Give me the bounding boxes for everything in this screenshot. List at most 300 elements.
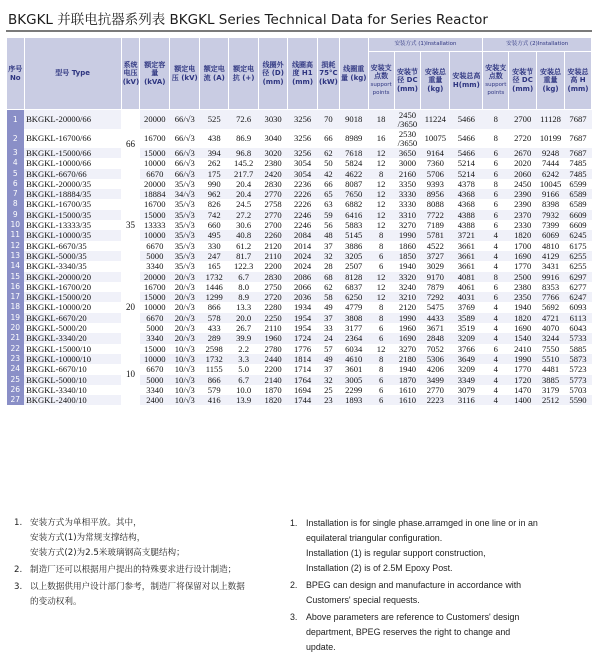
cell-type: BKGKL-6670/35 xyxy=(24,241,121,251)
cell-voltage: 35/√3 xyxy=(170,251,200,261)
cell-diameter: 2110 xyxy=(259,251,288,261)
note-item xyxy=(290,610,588,655)
cell-support-points-2: 4 xyxy=(483,323,509,333)
cell-capacity: 6670 xyxy=(140,313,170,323)
cell-capacity: 3340 xyxy=(140,261,170,271)
cell-coil-weight: 7618 xyxy=(339,148,368,158)
cell-total-weight-2: 7766 xyxy=(537,292,565,302)
cell-support-points-2: 6 xyxy=(483,220,509,230)
cell-height: 1814 xyxy=(288,354,318,364)
cell-no: 13 xyxy=(7,251,25,261)
cell-type: BKGKL-3340/10 xyxy=(24,385,121,395)
table-row xyxy=(7,282,592,292)
table-row xyxy=(7,129,592,148)
cell-pitch-dc-1: 3320 xyxy=(394,272,421,282)
header-installation-1: 安装方式 (1)Installation xyxy=(368,38,483,52)
cell-total-weight-1: 10075 xyxy=(421,129,450,148)
cell-support-points-2: 6 xyxy=(483,158,509,168)
cell-reactance: 27.2 xyxy=(229,210,259,220)
cell-pitch-dc-1: 1860 xyxy=(394,241,421,251)
cell-pitch-dc-2: 2390 xyxy=(509,189,537,199)
cell-capacity: 10000 xyxy=(140,354,170,364)
cell-support-points-1: 8 xyxy=(368,313,394,323)
cell-total-height-1: 3519 xyxy=(450,323,483,333)
system-voltage-group: 20 xyxy=(121,272,140,344)
table-row xyxy=(7,110,592,130)
notes-chinese xyxy=(14,516,276,612)
cell-type: BKGKL-5000/20 xyxy=(24,323,121,333)
cell-pitch-dc-2: 1820 xyxy=(509,230,537,240)
cell-reactance: 39.9 xyxy=(229,333,259,343)
cell-type: BKGKL-20000/66 xyxy=(24,110,121,130)
cell-diameter: 2700 xyxy=(259,220,288,230)
cell-support-points-1: 12 xyxy=(368,292,394,302)
cell-loss: 66 xyxy=(318,129,340,148)
note-line: 以上数据供用户设计部门参考，制造厂将保留对以上数据 xyxy=(30,582,245,592)
cell-type: BKGKL-5000/35 xyxy=(24,251,121,261)
cell-pitch-dc-1: 3310 xyxy=(394,210,421,220)
cell-loss: 49 xyxy=(318,354,340,364)
cell-current: 1732 xyxy=(200,272,229,282)
cell-total-height-2: 7485 xyxy=(565,169,592,179)
cell-total-height-2: 5773 xyxy=(565,375,592,385)
cell-type: BKGKL-10000/35 xyxy=(24,230,121,240)
cell-voltage: 20/√3 xyxy=(170,313,200,323)
cell-type: BKGKL-16700/66 xyxy=(24,129,121,148)
table-row xyxy=(7,251,592,261)
table-row xyxy=(7,313,592,323)
cell-voltage: 10/√3 xyxy=(170,344,200,354)
table-row xyxy=(7,385,592,395)
cell-type: BKGKL-3340/35 xyxy=(24,261,121,271)
cell-total-weight-2: 7444 xyxy=(537,158,565,168)
note-text xyxy=(30,563,236,578)
cell-type: BKGKL-10000/20 xyxy=(24,302,121,312)
cell-no: 11 xyxy=(7,230,25,240)
cell-coil-weight: 3601 xyxy=(339,364,368,374)
cell-total-weight-2: 3179 xyxy=(537,385,565,395)
cell-type: BKGKL-6670/10 xyxy=(24,364,121,374)
cell-total-weight-1: 8088 xyxy=(421,199,450,209)
cell-support-points-2: 6 xyxy=(483,199,509,209)
cell-capacity: 20000 xyxy=(140,272,170,282)
cell-current: 438 xyxy=(200,129,229,148)
cell-capacity: 16700 xyxy=(140,282,170,292)
cell-pitch-dc-2: 1690 xyxy=(509,251,537,261)
cell-pitch-dc-1: 3650 xyxy=(394,148,421,158)
cell-reactance: 122.3 xyxy=(229,261,259,271)
note-number: 2. xyxy=(290,580,298,590)
cell-height: 3256 xyxy=(288,148,318,158)
cell-support-points-2: 4 xyxy=(483,302,509,312)
cell-support-points-2: 6 xyxy=(483,292,509,302)
cell-pitch-dc-2: 1540 xyxy=(509,333,537,343)
cell-coil-weight: 3005 xyxy=(339,375,368,385)
cell-pitch-dc-2: 2450 xyxy=(509,179,537,189)
cell-type: BKGKL-18884/35 xyxy=(24,189,121,199)
cell-support-points-1: 16 xyxy=(368,129,394,148)
cell-total-height-2: 6297 xyxy=(565,272,592,282)
cell-total-weight-2: 9166 xyxy=(537,189,565,199)
cell-total-weight-1: 3499 xyxy=(421,375,450,385)
cell-support-points-2: 6 xyxy=(483,210,509,220)
cell-coil-weight: 3205 xyxy=(339,251,368,261)
cell-total-height-2: 6113 xyxy=(565,313,592,323)
table-row xyxy=(7,375,592,385)
cell-coil-weight: 2507 xyxy=(339,261,368,271)
cell-reactance: 13.3 xyxy=(229,302,259,312)
cell-support-points-1: 8 xyxy=(368,230,394,240)
header-total-weight-1: 安装总重量 (kg) xyxy=(421,52,450,110)
cell-height: 2086 xyxy=(288,272,318,282)
cell-diameter: 2280 xyxy=(259,302,288,312)
cell-no: 19 xyxy=(7,313,25,323)
table-row xyxy=(7,354,592,364)
cell-total-height-1: 3661 xyxy=(450,241,483,251)
note-line: 安装方式(1)为常规支撑结构， xyxy=(30,533,146,543)
cell-reactance: 6.7 xyxy=(229,375,259,385)
cell-support-points-1: 12 xyxy=(368,220,394,230)
cell-diameter: 3030 xyxy=(259,110,288,130)
table-row xyxy=(7,261,592,271)
cell-current: 330 xyxy=(200,241,229,251)
cell-current: 289 xyxy=(200,333,229,343)
cell-pitch-dc-1: 3350 xyxy=(394,179,421,189)
cell-total-weight-1: 8956 xyxy=(421,189,450,199)
cell-total-weight-2: 9916 xyxy=(537,272,565,282)
cell-total-height-2: 6255 xyxy=(565,261,592,271)
cell-diameter: 2420 xyxy=(259,169,288,179)
cell-no: 18 xyxy=(7,302,25,312)
note-number: 3. xyxy=(290,612,298,622)
cell-reactance: 5.0 xyxy=(229,364,259,374)
cell-height: 1954 xyxy=(288,313,318,323)
cell-pitch-dc-1: 2450 /3650 xyxy=(394,110,421,130)
cell-coil-weight: 7650 xyxy=(339,189,368,199)
cell-voltage: 34/√3 xyxy=(170,189,200,199)
cell-type: BKGKL-2400/10 xyxy=(24,395,121,405)
cell-diameter: 2380 xyxy=(259,158,288,168)
cell-pitch-dc-2: 1990 xyxy=(509,354,537,364)
cell-voltage: 20/√3 xyxy=(170,302,200,312)
cell-height: 2236 xyxy=(288,179,318,189)
cell-support-points-1: 12 xyxy=(368,210,394,220)
cell-total-weight-2: 10045 xyxy=(537,179,565,189)
cell-diameter: 2140 xyxy=(259,375,288,385)
cell-capacity: 6670 xyxy=(140,169,170,179)
cell-total-height-1: 3079 xyxy=(450,385,483,395)
cell-total-weight-1: 2223 xyxy=(421,395,450,405)
cell-coil-weight: 8128 xyxy=(339,272,368,282)
cell-total-weight-1: 9164 xyxy=(421,148,450,158)
header-coil-diameter: 线圈外径 (D) (mm) xyxy=(259,38,288,110)
cell-total-height-2: 6277 xyxy=(565,282,592,292)
cell-capacity: 5000 xyxy=(140,375,170,385)
table-row xyxy=(7,302,592,312)
cell-total-weight-1: 7722 xyxy=(421,210,450,220)
cell-capacity: 20000 xyxy=(140,110,170,130)
cell-no: 27 xyxy=(7,395,25,405)
cell-pitch-dc-1: 3240 xyxy=(394,282,421,292)
cell-support-points-1: 12 xyxy=(368,344,394,354)
cell-total-height-1: 4388 xyxy=(450,210,483,220)
cell-support-points-2: 4 xyxy=(483,251,509,261)
cell-total-height-1: 5466 xyxy=(450,148,483,158)
cell-no: 7 xyxy=(7,189,25,199)
cell-pitch-dc-1: 3270 xyxy=(394,344,421,354)
cell-voltage: 66/√3 xyxy=(170,169,200,179)
cell-total-weight-1: 7360 xyxy=(421,158,450,168)
cell-support-points-2: 4 xyxy=(483,364,509,374)
cell-total-height-1: 5466 xyxy=(450,110,483,130)
cell-total-weight-1: 4206 xyxy=(421,364,450,374)
cell-current: 394 xyxy=(200,148,229,158)
cell-total-weight-2: 6242 xyxy=(537,169,565,179)
spec-table xyxy=(6,37,592,405)
cell-pitch-dc-1: 3270 xyxy=(394,220,421,230)
cell-total-height-1: 4368 xyxy=(450,189,483,199)
cell-total-height-1: 5214 xyxy=(450,169,483,179)
cell-type: BKGKL-16700/20 xyxy=(24,282,121,292)
cell-current: 1446 xyxy=(200,282,229,292)
cell-pitch-dc-1: 1610 xyxy=(394,395,421,405)
note-number: 3. xyxy=(14,582,23,592)
cell-type: BKGKL-15000/66 xyxy=(24,148,121,158)
cell-coil-weight: 2364 xyxy=(339,333,368,343)
cell-total-weight-1: 4433 xyxy=(421,313,450,323)
cell-total-height-1: 5466 xyxy=(450,129,483,148)
note-line: 制造厂还可以根据用户提出的特殊要求进行设计制造； xyxy=(30,565,237,575)
cell-support-points-1: 8 xyxy=(368,169,394,179)
cell-type: BKGKL-15000/10 xyxy=(24,344,121,354)
cell-total-height-1: 3661 xyxy=(450,251,483,261)
cell-total-height-2: 7687 xyxy=(565,110,592,130)
cell-pitch-dc-2: 2500 xyxy=(509,272,537,282)
cell-total-height-1: 3769 xyxy=(450,302,483,312)
cell-total-height-2: 5590 xyxy=(565,395,592,405)
note-line: Installation (1) is regular support construction, xyxy=(306,548,486,558)
note-line: 安装方式(2)为2.5米玻璃钢高支腿结构； xyxy=(30,548,185,558)
cell-loss: 70 xyxy=(318,110,340,130)
cell-pitch-dc-2: 2410 xyxy=(509,344,537,354)
note-number: 1. xyxy=(290,518,298,528)
cell-type: BKGKL-10000/66 xyxy=(24,158,121,168)
cell-height: 3256 xyxy=(288,110,318,130)
cell-type: BKGKL-3340/20 xyxy=(24,333,121,343)
cell-current: 579 xyxy=(200,385,229,395)
cell-total-weight-1: 9170 xyxy=(421,272,450,282)
cell-coil-weight: 3808 xyxy=(339,313,368,323)
note-item xyxy=(14,563,276,578)
cell-pitch-dc-2: 1940 xyxy=(509,302,537,312)
cell-total-weight-1: 7052 xyxy=(421,344,450,354)
cell-total-weight-2: 5510 xyxy=(537,354,565,364)
note-line: 的变动权利。 xyxy=(30,597,82,607)
cell-loss: 33 xyxy=(318,323,340,333)
cell-current: 495 xyxy=(200,230,229,240)
cell-pitch-dc-2: 2060 xyxy=(509,169,537,179)
cell-pitch-dc-1: 3330 xyxy=(394,199,421,209)
cell-current: 826 xyxy=(200,199,229,209)
cell-diameter: 2750 xyxy=(259,282,288,292)
header-pitch-dc-1: 安装节径 DC (mm) xyxy=(394,52,421,110)
cell-height: 1764 xyxy=(288,375,318,385)
cell-coil-weight: 3177 xyxy=(339,323,368,333)
cell-total-weight-2: 5692 xyxy=(537,302,565,312)
cell-support-points-2: 6 xyxy=(483,344,509,354)
cell-total-height-2: 6589 xyxy=(565,199,592,209)
cell-voltage: 10/√3 xyxy=(170,385,200,395)
cell-pitch-dc-1: 1960 xyxy=(394,323,421,333)
cell-loss: 24 xyxy=(318,333,340,343)
cell-loss: 58 xyxy=(318,292,340,302)
cell-pitch-dc-2: 2390 xyxy=(509,199,537,209)
cell-support-points-1: 12 xyxy=(368,272,394,282)
cell-coil-weight: 9018 xyxy=(339,110,368,130)
cell-reactance: 96.8 xyxy=(229,148,259,158)
cell-support-points-2: 4 xyxy=(483,333,509,343)
cell-total-weight-2: 10199 xyxy=(537,129,565,148)
cell-pitch-dc-2: 1400 xyxy=(509,395,537,405)
cell-diameter: 2200 xyxy=(259,261,288,271)
cell-pitch-dc-1: 2120 xyxy=(394,302,421,312)
cell-loss: 57 xyxy=(318,344,340,354)
cell-type: BKGKL-20000/35 xyxy=(24,179,121,189)
cell-pitch-dc-1: 3000 xyxy=(394,158,421,168)
cell-no: 10 xyxy=(7,220,25,230)
cell-pitch-dc-2: 1820 xyxy=(509,313,537,323)
cell-pitch-dc-2: 2370 xyxy=(509,210,537,220)
cell-total-height-1: 3721 xyxy=(450,230,483,240)
cell-height: 1954 xyxy=(288,323,318,333)
cell-no: 12 xyxy=(7,241,25,251)
cell-capacity: 10000 xyxy=(140,158,170,168)
cell-type: BKGKL-13333/35 xyxy=(24,220,121,230)
header-rated-current: 额定电流 (A) xyxy=(200,38,229,110)
cell-no: 2 xyxy=(7,129,25,148)
cell-loss: 32 xyxy=(318,251,340,261)
cell-pitch-dc-1: 1610 xyxy=(394,385,421,395)
note-line: update. xyxy=(306,642,336,652)
cell-pitch-dc-1: 3210 xyxy=(394,292,421,302)
cell-pitch-dc-2: 2670 xyxy=(509,148,537,158)
note-text xyxy=(30,580,245,610)
note-number: 1. xyxy=(14,518,23,528)
cell-reactance: 24.5 xyxy=(229,199,259,209)
cell-no: 5 xyxy=(7,169,25,179)
cell-current: 990 xyxy=(200,179,229,189)
cell-reactance: 8.0 xyxy=(229,282,259,292)
cell-height: 1776 xyxy=(288,344,318,354)
cell-pitch-dc-2: 1720 xyxy=(509,375,537,385)
cell-total-height-2: 7485 xyxy=(565,158,592,168)
cell-diameter: 2770 xyxy=(259,210,288,220)
cell-voltage: 10/√3 xyxy=(170,364,200,374)
cell-total-height-2: 7687 xyxy=(565,129,592,148)
cell-diameter: 1960 xyxy=(259,333,288,343)
cell-total-weight-1: 4522 xyxy=(421,241,450,251)
cell-total-height-1: 3649 xyxy=(450,354,483,364)
cell-no: 9 xyxy=(7,210,25,220)
header-support-points-2: 安装支点数 support points xyxy=(483,52,509,110)
cell-pitch-dc-1: 1940 xyxy=(394,364,421,374)
cell-current: 2598 xyxy=(200,344,229,354)
table-row xyxy=(7,189,592,199)
cell-loss: 32 xyxy=(318,375,340,385)
system-voltage-group: 66 xyxy=(121,110,140,179)
cell-voltage: 20/√3 xyxy=(170,282,200,292)
note-text xyxy=(30,516,185,561)
page-title: BKGKL 并联电抗器系列表 BKGKL Series Technical Data for Series Reactor xyxy=(8,12,488,28)
cell-reactance: 10.0 xyxy=(229,385,259,395)
cell-current: 416 xyxy=(200,395,229,405)
cell-current: 165 xyxy=(200,261,229,271)
cell-support-points-1: 12 xyxy=(368,179,394,189)
cell-height: 2036 xyxy=(288,292,318,302)
cell-coil-weight: 4779 xyxy=(339,302,368,312)
cell-total-weight-1: 3727 xyxy=(421,251,450,261)
cell-height: 2246 xyxy=(288,220,318,230)
cell-capacity: 6670 xyxy=(140,241,170,251)
note-line: Above parameters are reference to Customers' design xyxy=(306,612,520,622)
cell-support-points-2: 6 xyxy=(483,148,509,158)
table-row xyxy=(7,199,592,209)
table-row xyxy=(7,323,592,333)
cell-coil-weight: 4622 xyxy=(339,169,368,179)
cell-type: BKGKL-10000/10 xyxy=(24,354,121,364)
cell-support-points-2: 8 xyxy=(483,272,509,282)
header-installation-2: 安装方式 (2)Installation xyxy=(483,38,592,52)
cell-total-height-2: 5723 xyxy=(565,364,592,374)
cell-total-height-1: 5214 xyxy=(450,158,483,168)
cell-total-height-1: 3349 xyxy=(450,375,483,385)
cell-diameter: 2780 xyxy=(259,344,288,354)
cell-capacity: 13333 xyxy=(140,220,170,230)
header-rated-voltage: 额定电压 (kV) xyxy=(170,38,200,110)
cell-total-height-2: 6609 xyxy=(565,210,592,220)
cell-current: 262 xyxy=(200,158,229,168)
cell-reactance: 8.9 xyxy=(229,292,259,302)
cell-coil-weight: 3886 xyxy=(339,241,368,251)
cell-type: BKGKL-6670/66 xyxy=(24,169,121,179)
cell-current: 433 xyxy=(200,323,229,333)
cell-capacity: 16700 xyxy=(140,199,170,209)
cell-support-points-1: 12 xyxy=(368,189,394,199)
cell-reactance: 40.8 xyxy=(229,230,259,240)
cell-type: BKGKL-5000/10 xyxy=(24,375,121,385)
header-support-points-1: 安装支点数 support points xyxy=(368,52,394,110)
cell-total-weight-1: 3671 xyxy=(421,323,450,333)
cell-height: 3054 xyxy=(288,158,318,168)
cell-support-points-1: 12 xyxy=(368,282,394,292)
table-row xyxy=(7,148,592,158)
cell-loss: 28 xyxy=(318,261,340,271)
cell-pitch-dc-1: 3330 xyxy=(394,189,421,199)
cell-loss: 50 xyxy=(318,158,340,168)
cell-pitch-dc-2: 2700 xyxy=(509,110,537,130)
cell-capacity: 15000 xyxy=(140,344,170,354)
cell-reactance: 30.6 xyxy=(229,220,259,230)
header-total-weight-2: 安装总重量 (kg) xyxy=(537,52,565,110)
cell-current: 660 xyxy=(200,220,229,230)
header-total-height-1: 安装总高 H(mm) xyxy=(450,52,483,110)
cell-support-points-1: 8 xyxy=(368,364,394,374)
system-voltage-group: 10 xyxy=(121,344,140,406)
cell-no: 26 xyxy=(7,385,25,395)
cell-total-weight-1: 5781 xyxy=(421,230,450,240)
cell-support-points-1: 6 xyxy=(368,323,394,333)
cell-reactance: 81.7 xyxy=(229,251,259,261)
